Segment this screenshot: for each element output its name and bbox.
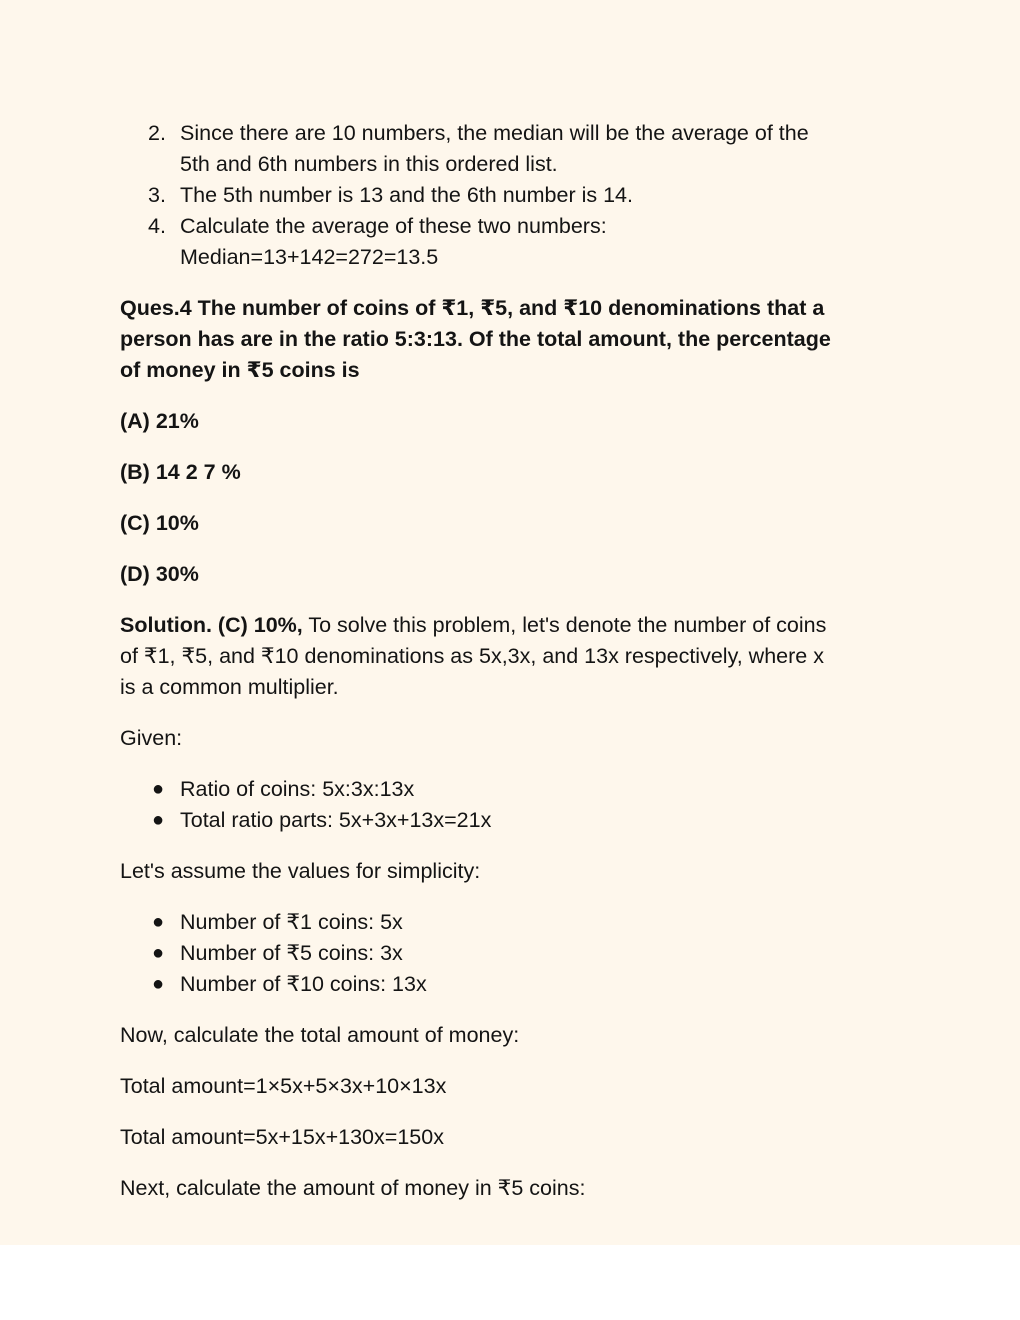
text-line: 5th and 6th numbers in this ordered list. (180, 152, 558, 176)
list-item (120, 907, 900, 938)
text-line: Since there are 10 numbers, the median will be the average of the (180, 121, 809, 145)
solution-paragraph (120, 610, 900, 703)
bullet-icon: ● (152, 778, 165, 800)
text-line: of money in ₹5 coins is (120, 358, 360, 382)
option-c: (C) 10% (120, 511, 199, 535)
solution-text: of ₹1, ₹5, and ₹10 denominations as 5x,3x, and 13x respectively, where x (120, 644, 824, 668)
list-text: Total ratio parts: 5x+3x+13x=21x (180, 808, 492, 832)
list-text: Number of ₹1 coins: 5x (180, 910, 403, 934)
question-text (120, 293, 900, 386)
median-steps-list (120, 118, 900, 273)
text-line: Ques.4 The number of coins of ₹1, ₹5, and ₹10 denominations that a (120, 296, 825, 320)
option-a: (A) 21% (120, 409, 199, 433)
total-amount-result: Total amount=5x+15x+130x=150x (120, 1125, 444, 1149)
option-d: (D) 30% (120, 562, 199, 586)
assume-label: Let's assume the values for simplicity: (120, 859, 481, 883)
text-line: The 5th number is 13 and the 6th number is 14. (180, 183, 633, 207)
text-line: Median=13+142=272=13.5 (180, 245, 439, 269)
list-text (180, 180, 900, 211)
list-number: 3. (148, 183, 166, 207)
bullet-icon: ● (152, 973, 165, 995)
list-item (120, 938, 900, 969)
given-list (120, 774, 900, 836)
list-item (120, 805, 900, 836)
list-item (120, 774, 900, 805)
solution-text: is a common multiplier. (120, 675, 339, 699)
bullet-icon: ● (152, 809, 165, 831)
list-text: Number of ₹5 coins: 3x (180, 941, 403, 965)
total-amount-formula: Total amount=1×5x+5×3x+10×13x (120, 1074, 447, 1098)
next-text: Next, calculate the amount of money in ₹5 coins: (120, 1176, 586, 1200)
list-text (180, 118, 900, 180)
list-item (120, 180, 900, 211)
page-content (120, 118, 900, 1224)
list-text: Number of ₹10 coins: 13x (180, 972, 427, 996)
solution-label: Solution. (C) 10%, (120, 613, 303, 637)
list-item (120, 211, 900, 273)
list-text (180, 211, 900, 273)
list-item (120, 969, 900, 1000)
assume-list (120, 907, 900, 1000)
now-text: Now, calculate the total amount of money: (120, 1023, 520, 1047)
text-line: Calculate the average of these two numbers: (180, 214, 607, 238)
list-item (120, 118, 900, 180)
list-number: 2. (148, 121, 166, 145)
given-label: Given: (120, 726, 183, 750)
text-line: person has are in the ratio 5:3:13. Of the total amount, the percentage (120, 327, 831, 351)
solution-text: To solve this problem, let's denote the number of coins (302, 613, 827, 637)
list-text: Ratio of coins: 5x:3x:13x (180, 777, 415, 801)
option-b: (B) 14 2 7 % (120, 460, 241, 484)
bullet-icon: ● (152, 942, 165, 964)
list-number: 4. (148, 214, 166, 238)
bullet-icon: ● (152, 911, 165, 933)
